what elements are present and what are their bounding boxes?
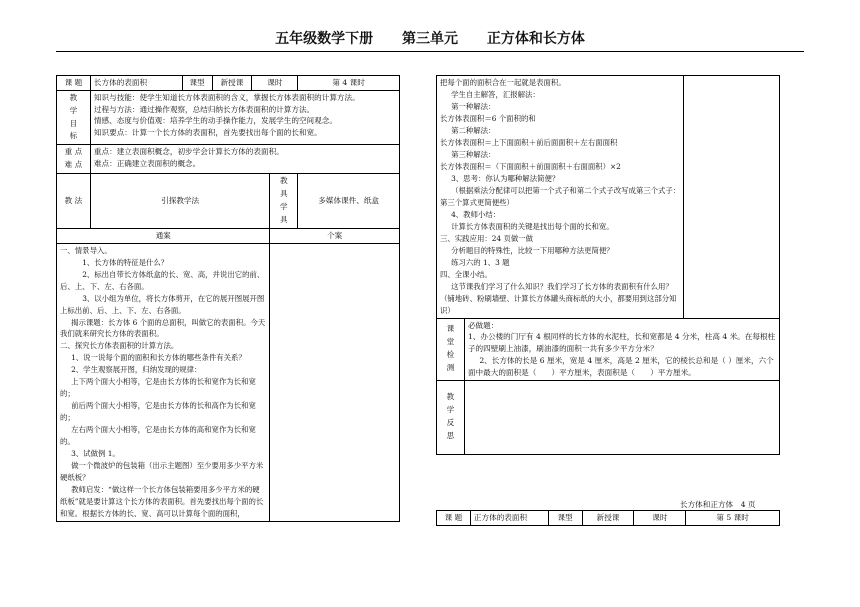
- label-type-next: 课型: [548, 511, 582, 526]
- teaching-reflection: [464, 380, 779, 454]
- header-rule: [56, 51, 804, 52]
- lesson-topic: 长方体的表面积: [90, 76, 182, 91]
- header-topic: 正方体和长方体: [486, 31, 585, 47]
- classroom-check: 必做题： 1、办公楼的门厅有 4 根同样的长方体的水泥柱，长和宽都是 4 分米，柱高 4 米。在每根柱子的四壁刷上油漆，刷油漆的面积一共有多少平方分米？ 2、长方体的长是 6 厘米，宽是 4 厘米，高是 2 厘米，它的棱长总和是（ ）厘米，六个面中最大的面积是（ ）平方厘米，表面积是（ ）平方厘米。: [464, 318, 779, 380]
- lesson-topic-next: 正方体的表面积: [470, 511, 548, 526]
- lesson-type-next: 新授课: [582, 511, 634, 526]
- label-type: 课型: [182, 76, 212, 91]
- label-period: 课时: [252, 76, 298, 91]
- lesson-body-left: 一、情景导入。 1、长方体的特征是什么？ 2、标出自带长方体纸盒的长、宽、高，并说出它的前、后、上、下、左、右各面。 3、以小组为单位，将长方体剪开，在它的展开图展开图上标出前、后、上、下、左、右各面。 揭示课题：长方体 6 个面的总面积，叫做它的表面积。今天我们就来研究长方体的表面积。 二、探究长方体表面积的计算方法。 1、说一说每个面的面积和长方体的哪些条件有关系？ 2、学生观察展开图，归纳发现的规律： 上下两个面大小相等，它是由长方体的长和宽作为长和宽的； 前后两个面大小相等，它是由长方体的长和高作为长和宽的； 左右两个面大小相等，它是由长方体的高和宽作为长和宽的。 3、试做例 1。 做一个微波炉的包装箱（出示主题图）至少要用多少平方米硬纸板？ 教师启发：“做这样一个长方体包装箱要用多少平方米的硬纸板”就是要计算这个长方体的表面积。首先要找出每个面的长和宽。根据长方体的长、宽、高可以计算每个面的面积，: [57, 243, 270, 522]
- personal-notes-right: [684, 76, 780, 319]
- col-common: 通案: [57, 228, 270, 243]
- page-footer: 长方体和正方体 4 页: [680, 500, 756, 509]
- teaching-method: 引探教学法: [90, 174, 269, 229]
- goals-label: 教 学 目 标: [57, 90, 91, 145]
- label-topic: 课 题: [57, 76, 91, 91]
- reflect-label: 教 学 反 思: [437, 380, 465, 454]
- method-label: 教 法: [57, 174, 91, 229]
- check-label: 课 堂 检 测: [437, 318, 465, 380]
- label-period-next: 课时: [634, 511, 686, 526]
- lesson-plan-left: [56, 75, 400, 522]
- teaching-goals: 知识与技能：使学生知道长方体表面积的含义，掌握长方体表面积的计算方法。 过程与方法：通过操作观察，总结归纳长方体表面积的计算方法。 情感、态度与价值观：培养学生的动手操作能力，发展学生的空间观念。 知识要点：计算一个长方体的表面积，首先要找出每个面的长和宽。: [90, 90, 399, 145]
- lesson-body-right: 把每个面的面积合在一起就是表面积。 学生自主解答，汇报解法： 第一种解法： 长方体表面积＝6 个面积的和 第二种解法： 长方体表面积＝上下面面积＋前后面面积＋左右面面积 第三种解法： 长方体表面积＝（下面面积＋前面面积＋右面面积）×2 3、思考：你认为哪种解法简便？ （根据乘法分配律可以把第一个式子和第二个式子改写成第三个式子：第三个算式更简便些） 4、教师小结： 计算长方体表面积的关键是找出每个面的长和宽。 三、实践应用：24 页做一做 分析题目的特殊性，比较一下用哪种方法更简便？ 练习六的 1、3 题 四、全课小结。 这节课我们学习了什么知识？我们学习了长方体的表面积有什么用？（铺地砖、粉刷墙壁、计算长方体罐头商标纸的大小，都要用到这部分知识）: [437, 76, 684, 319]
- page-header: [0, 28, 860, 48]
- lesson-period-next: 第 5 课时: [686, 511, 780, 526]
- lesson-plan-right: [436, 75, 780, 455]
- col-personal: 个案: [270, 228, 400, 243]
- key-points: 重点：建立表面积概念，初步学会计算长方体的表面积。 难点：正确建立表面积的概念。: [90, 145, 399, 174]
- tools-label: 教 具 学 具: [270, 174, 298, 229]
- teaching-tools: 多媒体课件、纸盒: [298, 174, 400, 229]
- lesson-type: 新授课: [212, 76, 252, 91]
- keys-label: 重 点 难 点: [57, 145, 91, 174]
- label-topic-next: 课 题: [437, 511, 471, 526]
- next-lesson-header: [436, 510, 780, 526]
- personal-notes-left: [270, 243, 400, 522]
- lesson-period: 第 4 课时: [298, 76, 400, 91]
- header-unit: 第三单元: [402, 31, 458, 47]
- header-grade: 五年级数学下册: [275, 31, 374, 47]
